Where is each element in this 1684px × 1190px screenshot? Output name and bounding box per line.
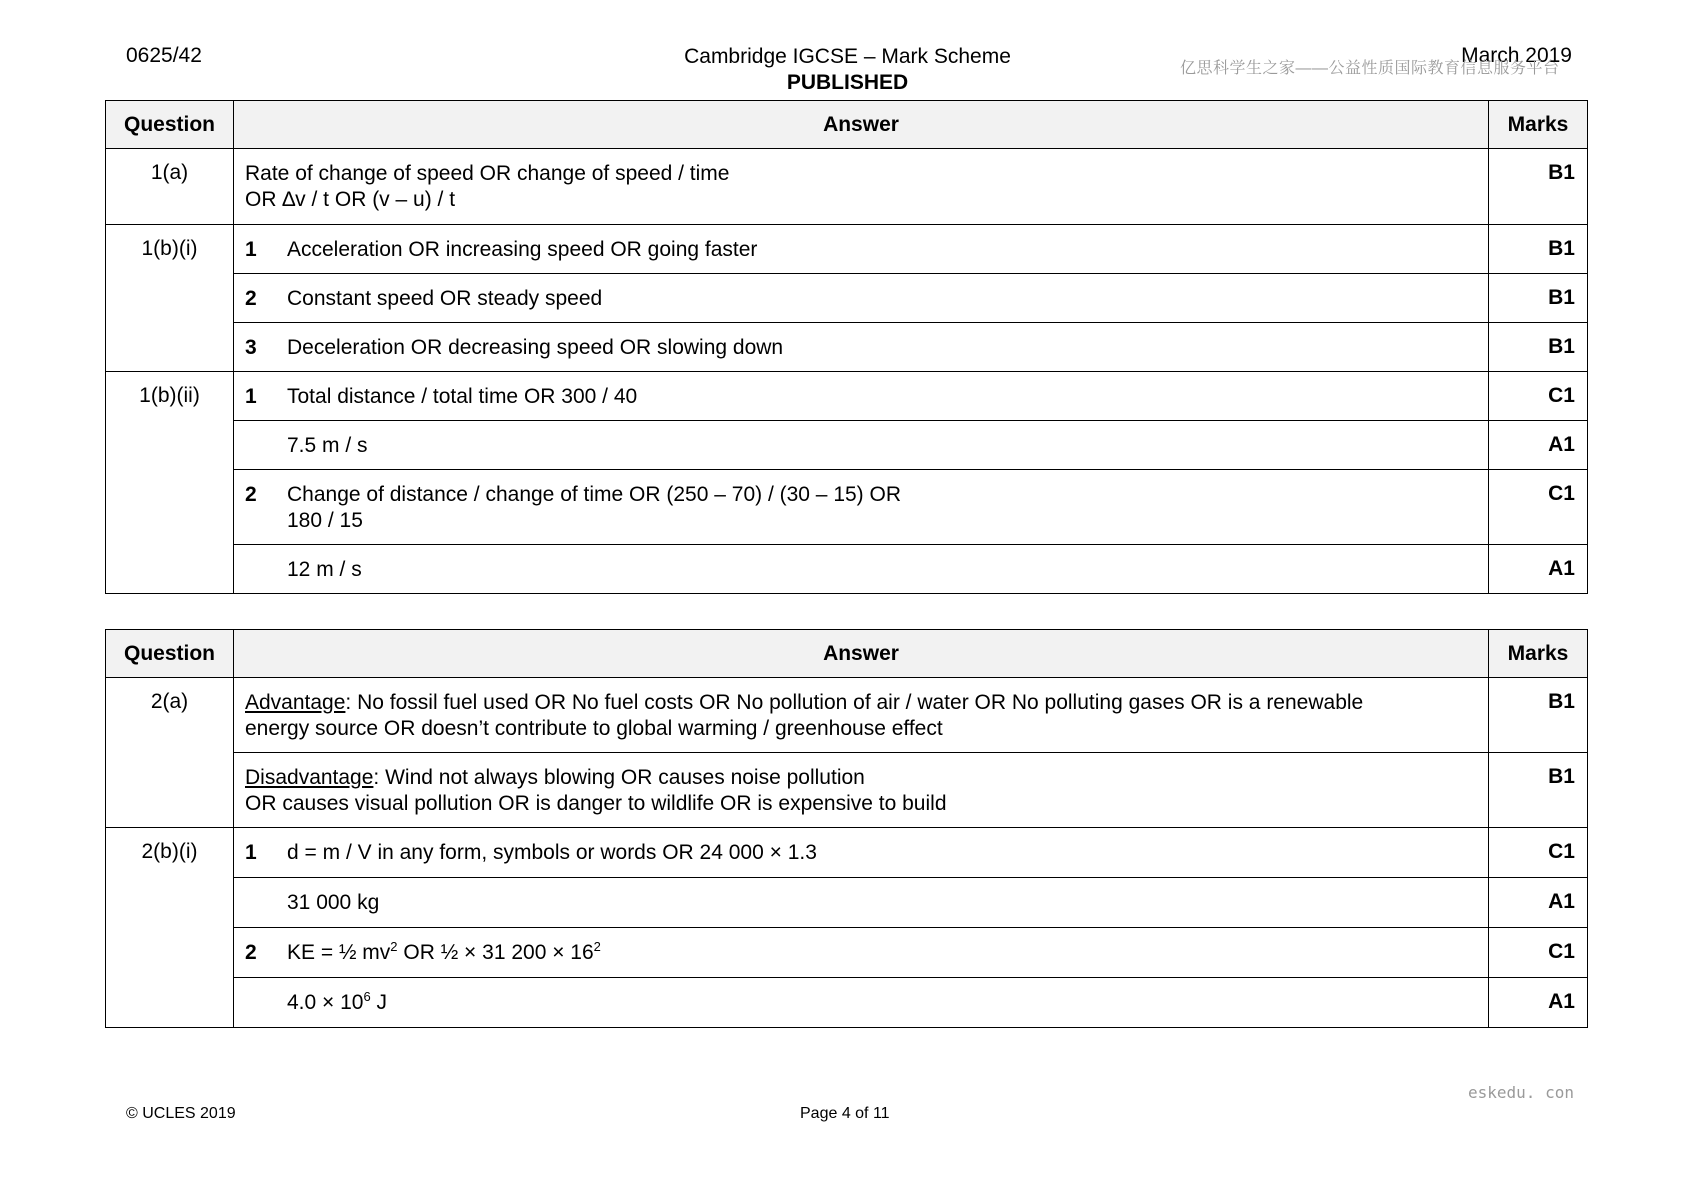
answer-text: Constant speed OR steady speed [287, 287, 603, 310]
answer-cell [234, 323, 1489, 372]
answer-text: OR causes visual pollution OR is danger to wildlife OR is expensive to build [245, 792, 947, 815]
advantage-label: Advantage [245, 691, 346, 714]
part-number: 1 [245, 385, 257, 408]
watermark-text: 亿思科学生之家——公益性质国际教育信息服务平台 [1180, 60, 1560, 77]
mark-cell: B1 [1489, 149, 1588, 225]
answer-text: Change of distance / change of time OR (250 – 70) / (30 – 15) OR [287, 483, 902, 506]
answer-cell [234, 878, 1489, 928]
table-row [106, 421, 1588, 470]
part-number: 2 [245, 287, 257, 310]
mark-cell: A1 [1489, 421, 1588, 470]
answer-text: d = m / V in any form, symbols or words OR 24 000 × 1.3 [287, 841, 817, 864]
question-number: 2(b)(i) [106, 828, 234, 1028]
answer-column-header: Answer [234, 630, 1489, 678]
answer-column-header: Answer [234, 101, 1489, 149]
answer-text: Acceleration OR increasing speed OR going faster [287, 238, 758, 261]
answer-text: J [370, 991, 388, 1014]
answer-cell [234, 678, 1489, 753]
question-number: 2(a) [106, 678, 234, 828]
copyright: © UCLES 2019 [126, 1105, 236, 1122]
answer-cell [234, 372, 1489, 421]
answer-cell [234, 225, 1489, 274]
answer-text: 31 000 kg [287, 891, 380, 914]
paper-code: 0625/42 [126, 44, 202, 67]
table-header-row [106, 630, 1588, 678]
part-number: 2 [245, 483, 257, 506]
question-number: 1(b)(ii) [106, 372, 234, 594]
table-header-row [106, 101, 1588, 149]
answer-cell [234, 149, 1489, 225]
part-number: 3 [245, 336, 257, 359]
mark-cell: C1 [1489, 470, 1588, 545]
table-row [106, 753, 1588, 828]
answer-cell [234, 421, 1489, 470]
mark-cell: C1 [1489, 828, 1588, 878]
superscript: 2 [390, 939, 398, 954]
mark-cell: B1 [1489, 323, 1588, 372]
mark-cell: B1 [1489, 225, 1588, 274]
answer-text: Total distance / total time OR 300 / 40 [287, 385, 638, 408]
answer-text: 180 / 15 [287, 509, 363, 532]
mark-cell: A1 [1489, 978, 1588, 1028]
answer-text: 12 m / s [287, 558, 362, 581]
table-row [106, 878, 1588, 928]
answer-cell [234, 928, 1489, 978]
table-row [106, 470, 1588, 545]
answer-text: Deceleration OR decreasing speed OR slowing down [287, 336, 784, 359]
mark-cell: C1 [1489, 372, 1588, 421]
mark-cell: B1 [1489, 274, 1588, 323]
part-number: 1 [245, 238, 257, 261]
title-text: Cambridge IGCSE – Mark Scheme [684, 45, 1011, 68]
answer-text: : Wind not always blowing OR causes noise pollution [373, 766, 865, 789]
table-row [106, 928, 1588, 978]
table-row [106, 149, 1588, 225]
answer-cell [234, 470, 1489, 545]
answer-line: OR ∆v / t OR (v – u) / t [245, 188, 456, 211]
table-row [106, 978, 1588, 1028]
answer-line: Rate of change of speed OR change of speed / time [245, 162, 730, 185]
mark-scheme-table-1 [105, 100, 1588, 594]
question-number: 1(a) [106, 149, 234, 225]
superscript: 6 [363, 989, 371, 1004]
table-row [106, 678, 1588, 753]
part-number: 2 [245, 941, 257, 964]
mark-cell: B1 [1489, 753, 1588, 828]
mark-cell: A1 [1489, 545, 1588, 594]
answer-cell [234, 274, 1489, 323]
part-number: 1 [245, 841, 257, 864]
answer-cell [234, 753, 1489, 828]
question-number: 1(b)(i) [106, 225, 234, 372]
question-column-header: Question [106, 101, 234, 149]
table-row [106, 323, 1588, 372]
site-watermark: eskedu. con [1468, 1083, 1574, 1102]
table-row [106, 545, 1588, 594]
mark-scheme-table-2 [105, 629, 1588, 1028]
answer-cell [234, 978, 1489, 1028]
mark-cell: B1 [1489, 678, 1588, 753]
answer-text: OR ½ × 31 200 × 16 [397, 941, 594, 964]
exam-date: March 2019 [1461, 44, 1572, 67]
answer-text: KE = ½ mv [287, 941, 391, 964]
disadvantage-label: Disadvantage [245, 766, 374, 789]
table-row [106, 372, 1588, 421]
marks-column-header: Marks [1489, 101, 1588, 149]
mark-cell: A1 [1489, 878, 1588, 928]
table-row [106, 274, 1588, 323]
superscript: 2 [593, 939, 601, 954]
answer-text: 7.5 m / s [287, 434, 368, 457]
question-column-header: Question [106, 630, 234, 678]
table-row [106, 225, 1588, 274]
answer-text: : No fossil fuel used OR No fuel costs OR No pollution of air / water OR No polluting gases OR is a renewable [345, 691, 1364, 714]
table-row [106, 828, 1588, 878]
answer-text: energy source OR doesn’t contribute to global warming / greenhouse effect [245, 717, 943, 740]
answer-cell [234, 545, 1489, 594]
published-label: PUBLISHED [786, 71, 909, 94]
page-number: Page 4 of 11 [800, 1105, 890, 1122]
answer-text: 4.0 × 10 [287, 991, 364, 1014]
answer-cell [234, 828, 1489, 878]
marks-column-header: Marks [1489, 630, 1588, 678]
mark-cell: C1 [1489, 928, 1588, 978]
